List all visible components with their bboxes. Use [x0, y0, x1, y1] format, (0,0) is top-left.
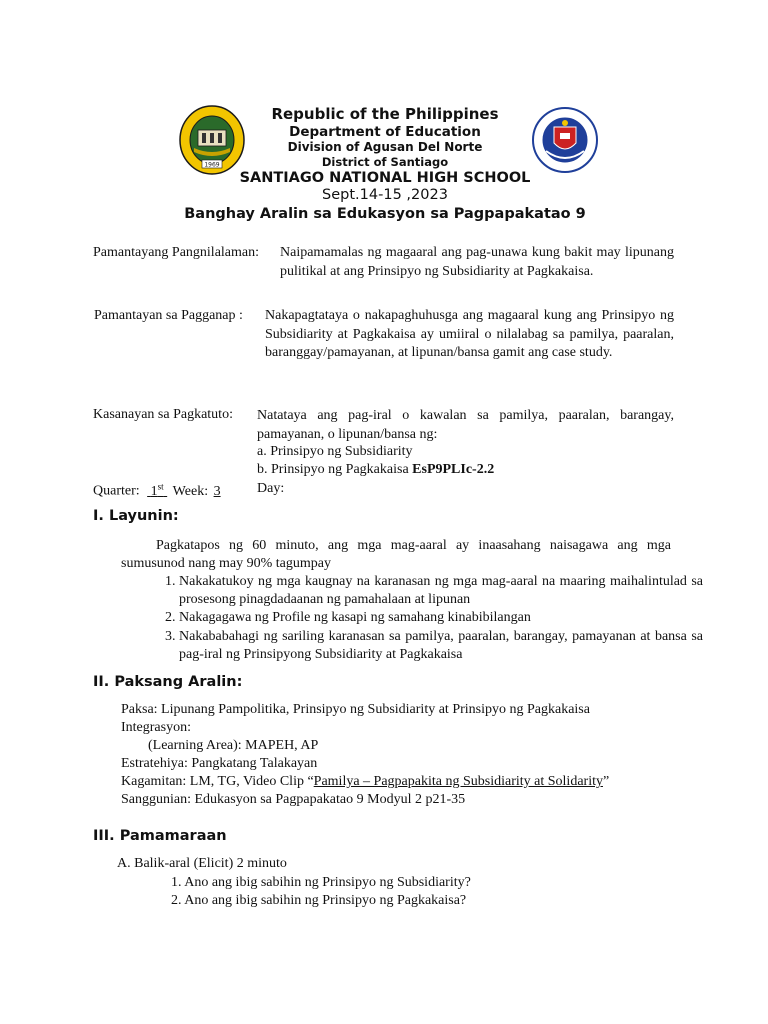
kagamitan-suffix: ”	[602, 774, 610, 789]
quarter-label: Quarter:	[93, 483, 140, 499]
layunin-intro: Pagkatapos ng 60 minuto, ang mga mag-aaral ay inaasahang naisagawa ang mga sumusunod nang may 90% tagumpay	[121, 538, 671, 571]
department-heading: Department of Education	[289, 124, 481, 140]
question-item: 2. Ano ang ibig sabihin ng Prinsipyo ng Pagkakaisa?	[171, 893, 467, 908]
objectives-list	[151, 573, 703, 664]
division-heading: Division of Agusan Del Norte	[287, 140, 483, 154]
pamamaraan-heading: III. Pamamaraan	[93, 828, 227, 844]
objective-item: 2. Nakagagawa ng Profile ng kasapi ng samahang kinabibilangan	[179, 609, 703, 627]
week-label: Week:	[172, 483, 209, 499]
kagamitan	[121, 774, 609, 790]
content-standard-text: Naipamamalas ng magaaral ang pag-unawa kung bakit may lipunang pulitikal at ang Prinsipyo ng Subsidiarity at Pagkakaisa.	[280, 245, 674, 279]
competency-item-a: a. Prinsipyo ng Subsidiarity	[257, 444, 413, 459]
day-label: Day:	[257, 481, 285, 496]
kagamitan-prefix: Kagamitan: LM, TG, Video Clip “	[121, 774, 314, 789]
quarter-value: 1st	[150, 481, 164, 499]
competency-item-b	[257, 462, 494, 478]
paksa-heading: II. Paksang Aralin:	[93, 674, 243, 690]
competency-label: Kasanayan sa Pagkatuto:	[93, 407, 233, 422]
schedule-row	[93, 481, 221, 500]
objective-item: 1. Nakakatukoy ng mga kaugnay na karanasan ng mga mag-aaral na maaring maihalintulad sa prosesong pinagdadaanan ng pamahalaan at lipunan	[179, 573, 703, 609]
school-name: SANTIAGO NATIONAL HIGH SCHOOL	[239, 170, 531, 186]
layunin-heading: I. Layunin:	[93, 508, 179, 524]
competency-item-b-text: b. Prinsipyo ng Pagkakaisa	[257, 462, 409, 477]
week-value: 3	[213, 483, 221, 499]
video-clip-link[interactable]: Pamilya – Pagpapakita ng Subsidiarity at Solidarity	[313, 774, 603, 789]
content-standard-label: Pamantayang Pangnilalaman:	[93, 245, 260, 260]
integrasyon-label: Integrasyon:	[121, 720, 191, 735]
question-item: 1. Ano ang ibig sabihin ng Prinsipyo ng Subsidiarity?	[171, 875, 471, 890]
performance-standard-text: Nakapagtataya o nakapaghuhusga ang magaaral kung ang Prinsipyo ng Subsidiarity at Pagkakaisa ay umiiral o nilalabag sa pamilya, paaralan, baranggay/pamayanan, at lipunan/bansa gamit ang case study.	[265, 308, 674, 360]
competency-text: Natataya ang pag-iral o kawalan sa pamilya, paaralan, barangay, pamayanan, o lipunan/bansa ng:	[257, 408, 674, 442]
lesson-date: Sept.14-15 ,2023	[322, 187, 448, 203]
competency-code: EsP9PLIc-2.2	[412, 462, 495, 477]
performance-standard-label: Pamantayan sa Pagganap :	[94, 308, 243, 323]
republic-heading: Republic of the Philippines	[271, 105, 499, 123]
district-heading: District of Santiago	[321, 155, 449, 169]
seal-year: 1969	[204, 161, 220, 169]
lesson-plan-title: Banghay Aralin sa Edukasyon sa Pagpapakatao 9	[184, 206, 586, 222]
sanggunian: Sanggunian: Edukasyon sa Pagpapakatao 9 Modyul 2 p21-35	[121, 792, 466, 807]
balik-aral-item: A. Balik-aral (Elicit) 2 minuto	[117, 856, 287, 871]
estratehiya: Estratehiya: Pangkatang Talakayan	[121, 756, 318, 771]
paksa-topic: Paksa: Lipunang Pampolitika, Prinsipyo ng Subsidiarity at Prinsipyo ng Pagkakaisa	[121, 702, 590, 717]
learning-area: (Learning Area): MAPEH, AP	[148, 738, 319, 753]
objective-item: 3. Nakababahagi ng sariling karanasan sa pamilya, paaralan, barangay, pamayanan at bansa sa pag-iral ng Prinsipyong Subsidiarity at Pagkakaisa	[179, 628, 703, 664]
